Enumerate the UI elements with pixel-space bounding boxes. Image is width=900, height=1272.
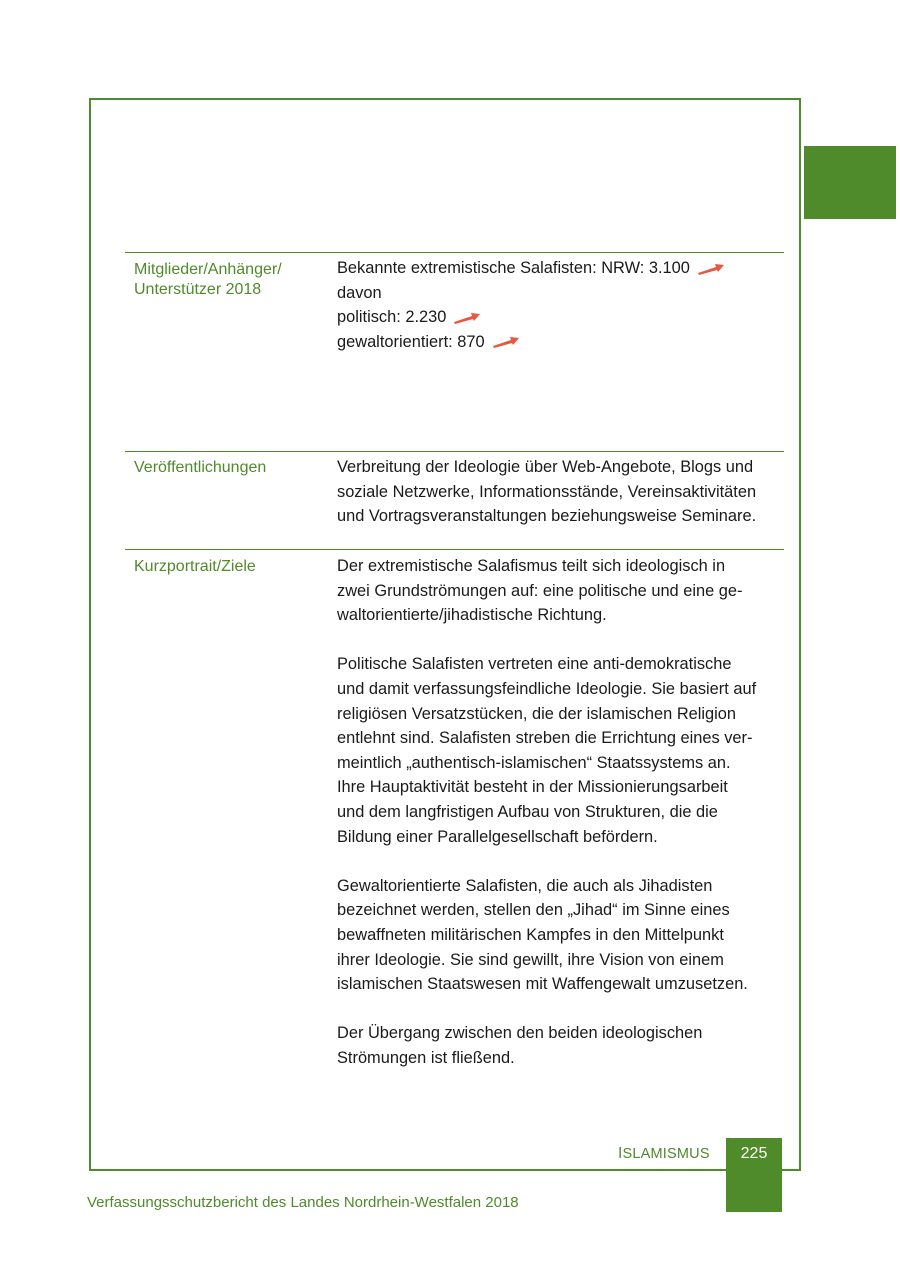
row-divider: [125, 252, 784, 253]
members-text: Bekannte extremistische Salafisten: NRW: 3.100 davon politisch: 2.230 gewaltorientiert: 870: [337, 256, 785, 354]
publications-label: Veröffentlichungen: [134, 459, 267, 476]
row-divider: [125, 549, 784, 550]
publications-text: Verbreitung der Ideologie über Web-Angebote, Blogs und soziale Netzwerke, Informationsstände, Vereinsaktivitäten und Vortragsveranstaltungen beziehungsweise Seminare.: [337, 458, 757, 526]
page-number: 225: [726, 1138, 782, 1212]
row-divider: [125, 451, 784, 452]
profile-text: Der extremistische Salafismus teilt sich ideologisch in zwei Grundströmungen auf: eine politische und eine ge- waltorientierte/jihadistische Richtung. Politische Salafisten vertreten eine anti-demokratische und damit verfassungsfeindliche Ideologie. Sie basiert auf religiösen Versatzstücken, die der islamischen Religion entlehnt sind. Salafisten streben die Errichtung eines ver- meintlich „authentisch-islamischen“ Staatssystems an. Ihre Hauptaktivität besteht in der Missionierungsarbeit und dem langfristigen Aufbau von Strukturen, die die Bildung einer Parallelgesellschaft befördern. Gewaltorientierte Salafisten, die auch als Jihadisten bezeichnet werden, stellen den „Jihad“ im Sinne eines bewaffneten militärischen Kampfes in den Mittelpunkt ihrer Ideologie. Sie sind gewillt, ihre Vision von einem islamischen Staatswesen mit Waffengewalt umzusetzen. Der Übergang zwischen den beiden ideologischen Strömungen ist fließend.: [337, 557, 757, 1067]
trend-up-arrow-icon: [491, 335, 521, 349]
trend-up-arrow-icon: [452, 311, 482, 325]
trend-up-arrow-icon: [696, 262, 726, 276]
document-title: Verfassungsschutzbericht des Landes Nordrhein-Westfalen 2018: [87, 1194, 519, 1211]
profile-label: Kurzportrait/Ziele: [134, 558, 256, 575]
section-name: ISLAMISMUS: [618, 1145, 710, 1162]
members-label: Mitglieder/Anhänger/ Unterstützer 2018: [134, 261, 282, 298]
chapter-tab: [804, 146, 896, 219]
